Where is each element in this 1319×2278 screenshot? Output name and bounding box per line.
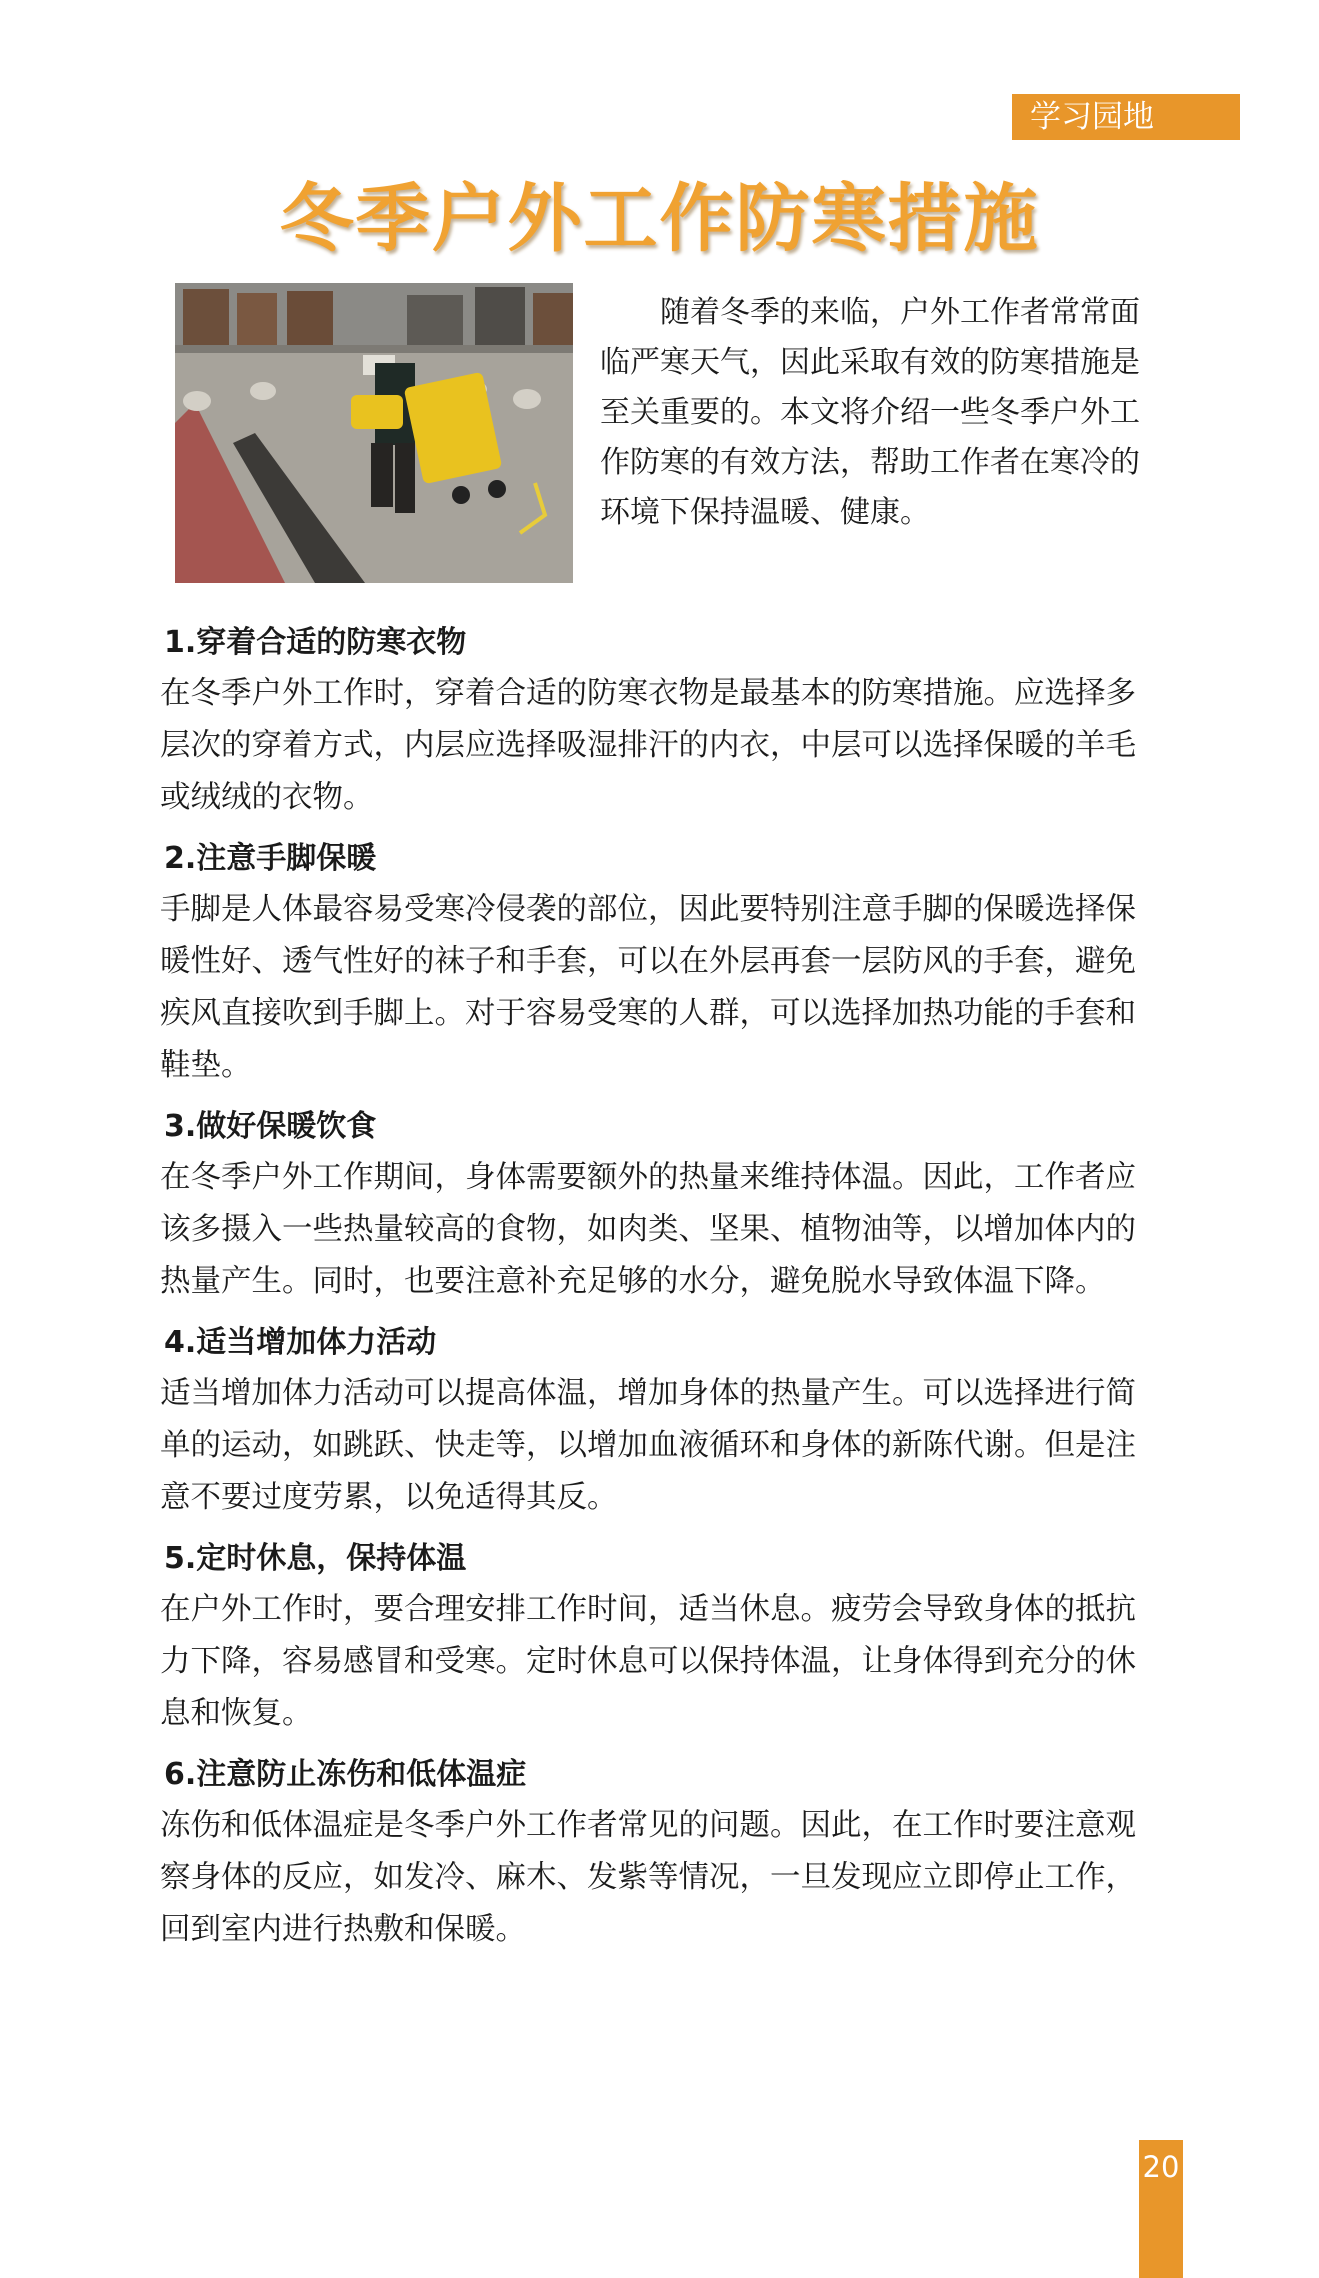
section-body: 手脚是人体最容易受寒冷侵袭的部位，因此要特别注意手脚的保暖选择保暖性好、透气性好的袜子和手套，可以在外层再套一层防风的手套，避免疾风直接吹到手脚上。对于容易受寒的人群，可以选择加热功能的手套和鞋垫。 (160, 892, 1136, 1083)
article-photo (175, 283, 573, 583)
section-body: 在冬季户外工作时，穿着合适的防寒衣物是最基本的防寒措施。应选择多层次的穿着方式，内层应选择吸湿排汗的内衣，中层可以选择保暖的羊毛或绒绒的衣物。 (160, 676, 1136, 815)
section-heading: 1.穿着合适的防寒衣物 (164, 625, 467, 660)
section-body: 适当增加体力活动可以提高体温，增加身体的热量产生。可以选择进行简单的运动，如跳跃、快走等，以增加血液循环和身体的新陈代谢。但是注意不要过度劳累，以免适得其反。 (160, 1376, 1136, 1515)
section-heading: 3.做好保暖饮食 (164, 1109, 377, 1144)
section-body: 在冬季户外工作期间，身体需要额外的热量来维持体温。因此，工作者应该多摄入一些热量较高的食物，如肉类、坚果、植物油等，以增加体内的热量产生。同时，也要注意补充足够的水分，避免脱水导致体温下降。 (160, 1160, 1136, 1299)
section-tag: 学习园地 (1012, 94, 1240, 140)
section-heading: 4.适当增加体力活动 (164, 1325, 437, 1360)
section-heading: 6.注意防止冻伤和低体温症 (164, 1757, 527, 1792)
article-title: 冬季户外工作防寒措施 (279, 176, 1040, 262)
section-body: 在户外工作时，要合理安排工作时间，适当休息。疲劳会导致身体的抵抗力下降，容易感冒和受寒。定时休息可以保持体温，让身体得到充分的休息和恢复。 (160, 1592, 1136, 1731)
section-heading: 2.注意手脚保暖 (164, 841, 377, 876)
intro-paragraph: 随着冬季的来临，户外工作者常常面临严寒天气，因此采取有效的防寒措施是至关重要的。本文将介绍一些冬季户外工作防寒的有效方法，帮助工作者在寒冷的环境下保持温暖、健康。 (600, 295, 1140, 530)
section-body: 冻伤和低体温症是冬季户外工作者常见的问题。因此，在工作时要注意观察身体的反应，如发冷、麻木、发紫等情况，一旦发现应立即停止工作，回到室内进行热敷和保暖。 (160, 1808, 1136, 1947)
section-heading: 5.定时休息，保持体温 (164, 1541, 467, 1576)
page-number: 20 (1139, 2140, 1183, 2278)
article-content (160, 618, 1155, 1966)
